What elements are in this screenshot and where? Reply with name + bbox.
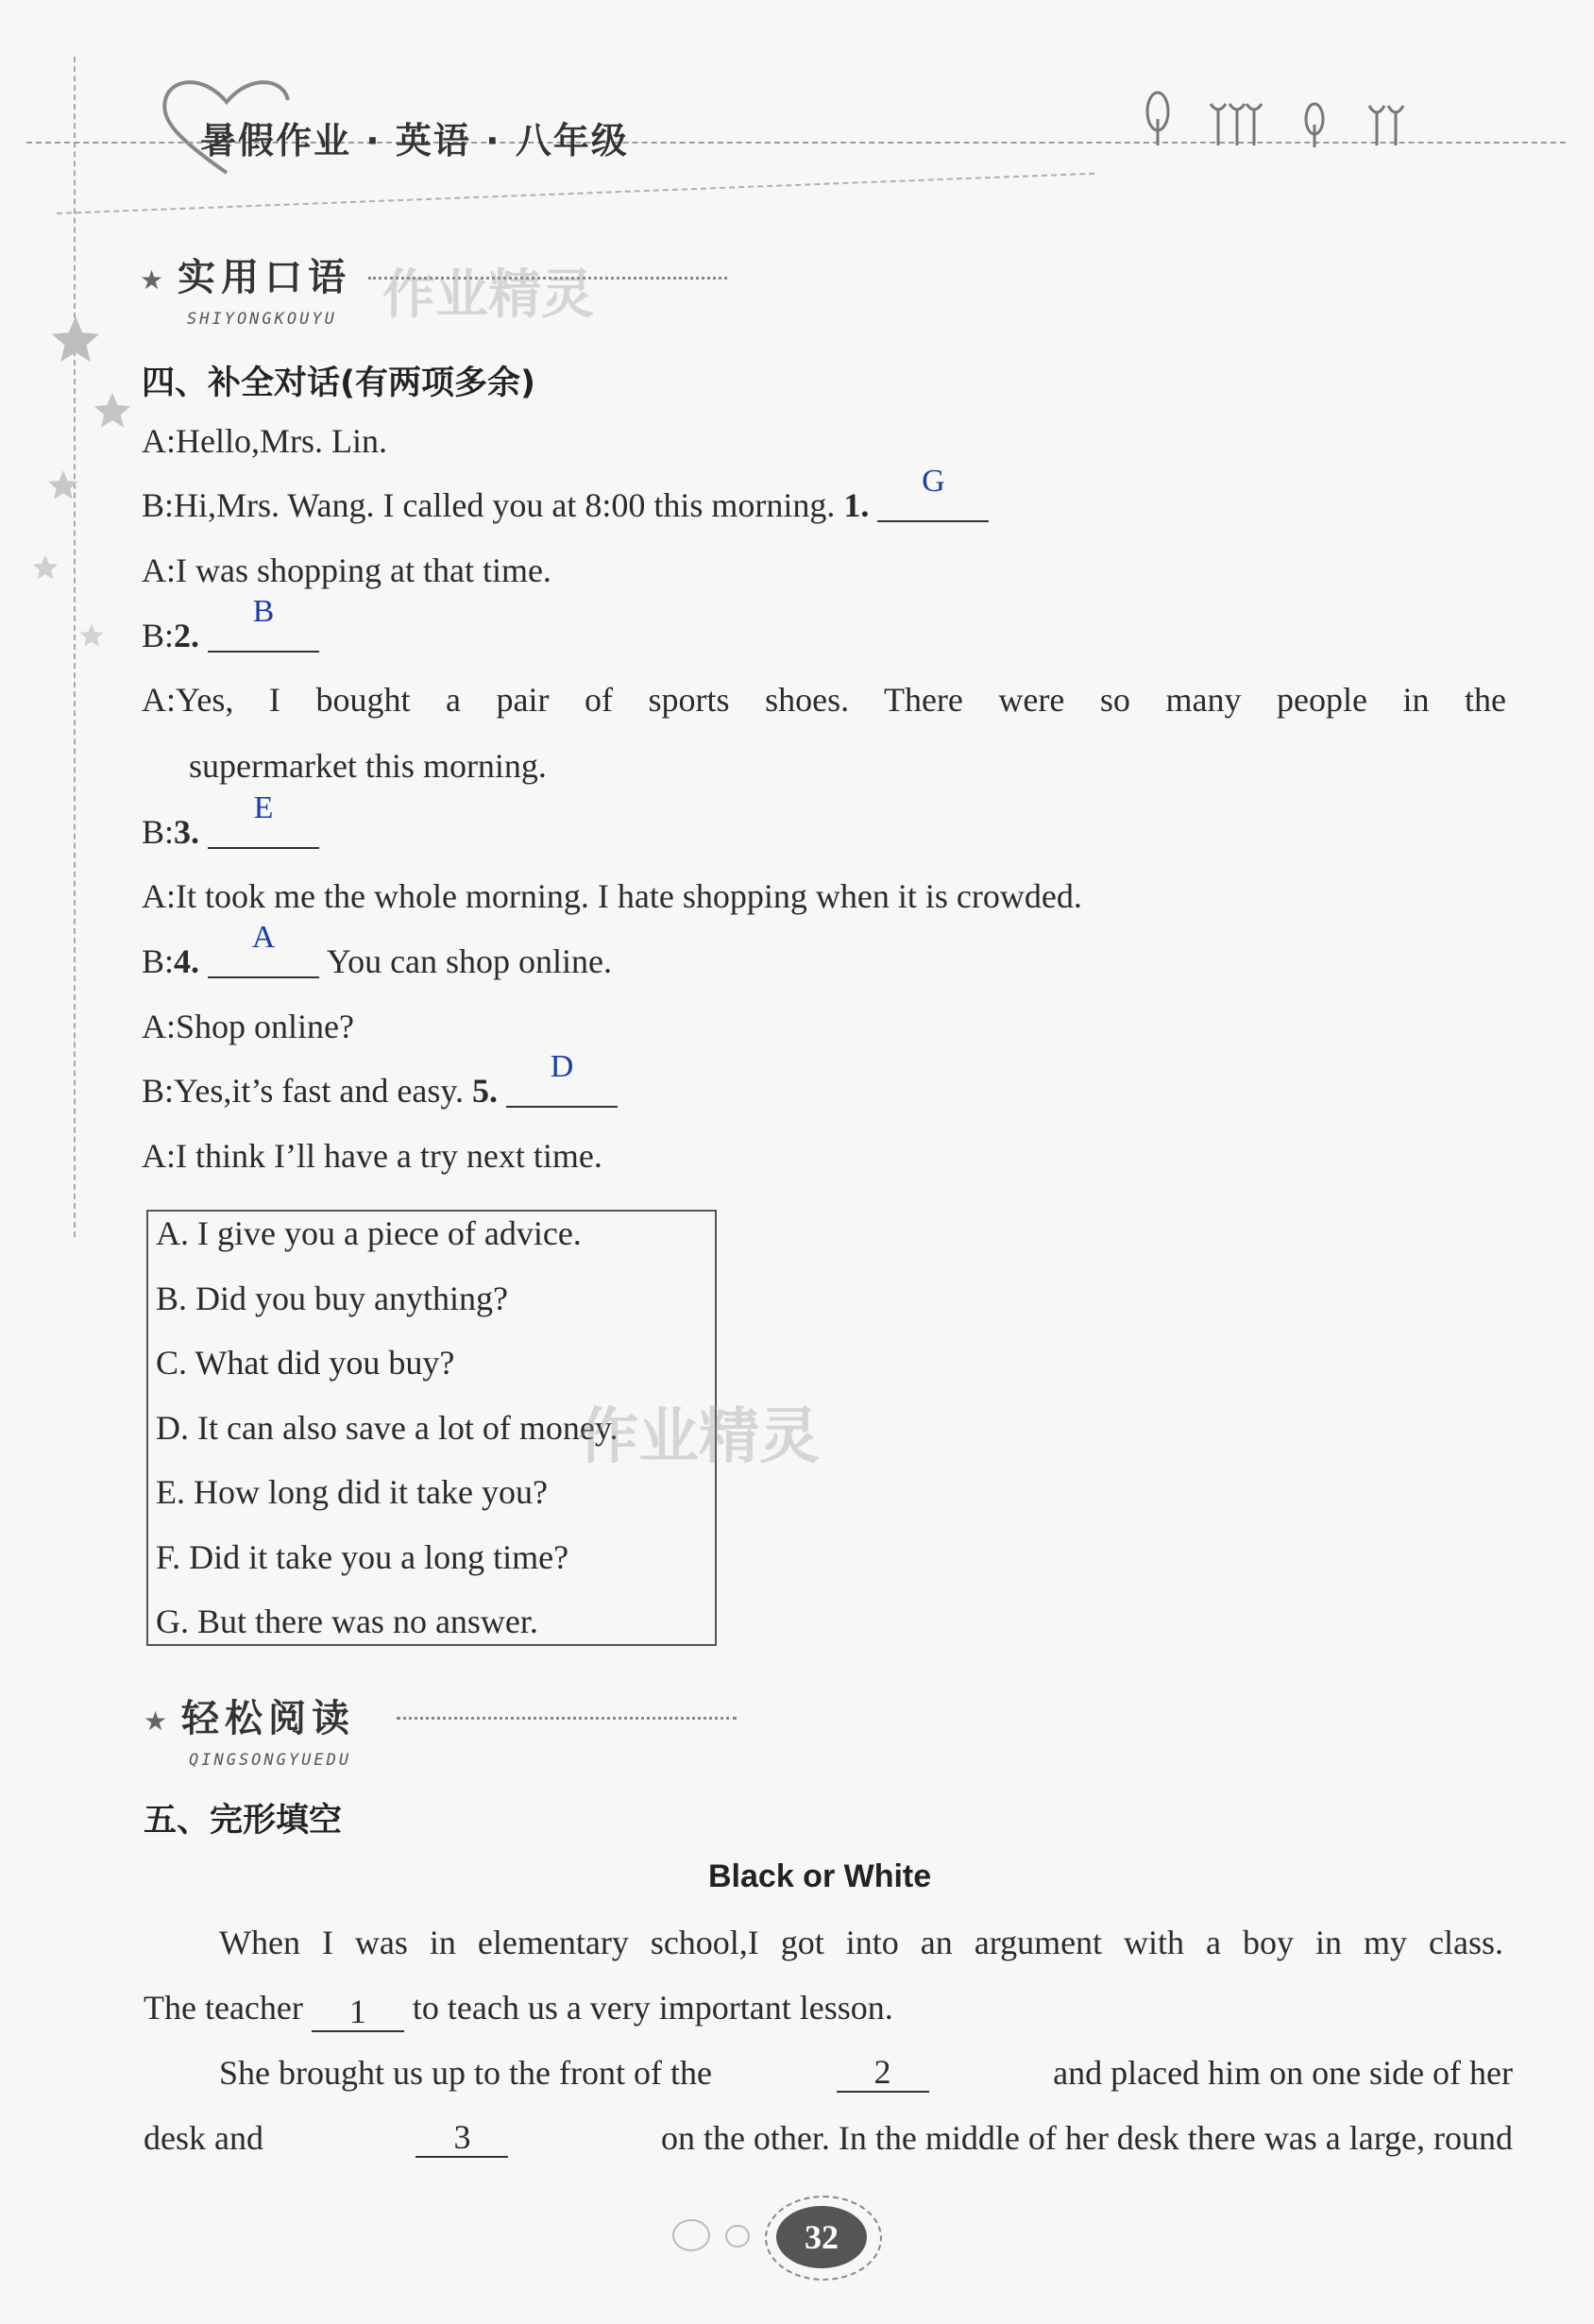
- option-e: E. How long did it take you?: [156, 1473, 548, 1511]
- cloze-blank-1[interactable]: 1: [312, 1993, 404, 2032]
- option-a: A. I give you a piece of advice.: [156, 1214, 582, 1252]
- section-banner-pinyin: QINGSONGYUEDU: [189, 1751, 352, 1770]
- decor-circle: [672, 2219, 710, 2251]
- option-c: C. What did you buy?: [156, 1344, 455, 1382]
- section-banner-reading: 轻松阅读: [181, 1696, 355, 1740]
- banner-dots: [397, 1717, 737, 1720]
- answer-blank-1[interactable]: [877, 464, 989, 522]
- star-icon: [91, 389, 134, 433]
- dialogue-line-1: A:Hello,Mrs. Lin.: [142, 422, 387, 460]
- passage-line-3: She brought us up to the front of the 2 and placed him on one side of her: [219, 2053, 1513, 2092]
- dialogue-line-5-cont: supermarket this morning.: [189, 747, 547, 785]
- dialogue-line-3: A:I was shopping at that time.: [142, 551, 551, 589]
- dialogue-line-9: A:Shop online?: [142, 1008, 354, 1045]
- section-heading-dialogue: 四、补全对话(有两项多余): [142, 365, 535, 402]
- answer-blank-4[interactable]: [208, 920, 319, 978]
- section-banner-pinyin: SHIYONGKOUYU: [187, 310, 337, 329]
- cloze-blank-3[interactable]: 3: [415, 2118, 508, 2158]
- dialogue-line-6: B:3. E: [142, 812, 319, 852]
- header-title: 暑假作业 · 英语 · 八年级: [200, 120, 629, 161]
- answer-2: B: [252, 594, 275, 629]
- option-g: G. But there was no answer.: [156, 1603, 538, 1640]
- dialogue-line-7: A:It took me the whole morning. I hate shopping when it is crowded.: [142, 877, 1082, 915]
- header-dashed-line-2: [57, 173, 1094, 214]
- answer-3: E: [253, 790, 274, 825]
- dialogue-line-11: A:I think I’ll have a try next time.: [142, 1137, 602, 1175]
- answer-4: A: [251, 920, 276, 955]
- answer-blank-5[interactable]: [506, 1049, 618, 1108]
- dialogue-line-2: B:Hi,Mrs. Wang. I called you at 8:00 this morning. 1. G: [142, 485, 989, 525]
- answer-blank-2[interactable]: [208, 594, 319, 653]
- small-star-icon: ★: [144, 1707, 168, 1737]
- trees-icon: [1143, 91, 1426, 147]
- star-icon: [30, 552, 60, 583]
- passage-line-2: The teacher 1 to teach us a very important lesson.: [144, 1989, 893, 2030]
- small-star-icon: ★: [140, 266, 164, 296]
- watermark: 作业精灵: [382, 264, 594, 326]
- answer-5: D: [550, 1049, 574, 1084]
- passage-line-1: When I was in elementary school,I got into an argument with a boy in my class.: [219, 1924, 1503, 1961]
- dialogue-line-4: B:2. B: [142, 616, 319, 655]
- option-b: B. Did you buy anything?: [156, 1280, 508, 1317]
- dialogue-line-8: B:4. A You can shop online.: [142, 920, 613, 980]
- star-icon: [77, 621, 106, 650]
- dialogue-line-5: A:Yes, I bought a pair of sports shoes. There were so many people in the: [142, 681, 1506, 719]
- answer-1: G: [922, 464, 945, 499]
- answer-blank-3[interactable]: [208, 790, 319, 849]
- option-d: D. It can also save a lot of money.: [156, 1409, 619, 1447]
- section-heading-cloze: 五、完形填空: [144, 1802, 343, 1840]
- star-icon: [45, 467, 81, 503]
- page-number: 32: [776, 2206, 867, 2268]
- option-f: F. Did it take you a long time?: [156, 1538, 569, 1576]
- watermark-center: 作业精灵: [578, 1402, 820, 1472]
- margin-dashed-line: [74, 57, 76, 1237]
- passage-title: Black or White: [708, 1858, 932, 1894]
- passage-line-4: desk and 3 on the other. In the middle of her desk there was a large, round: [144, 2118, 1513, 2157]
- dialogue-line-10: B:Yes,it’s fast and easy. 5. D: [142, 1071, 618, 1111]
- cloze-blank-2[interactable]: 2: [837, 2053, 929, 2093]
- star-icon: [47, 312, 104, 368]
- decor-circle: [725, 2225, 750, 2248]
- section-banner-speaking: 实用口语: [178, 255, 351, 299]
